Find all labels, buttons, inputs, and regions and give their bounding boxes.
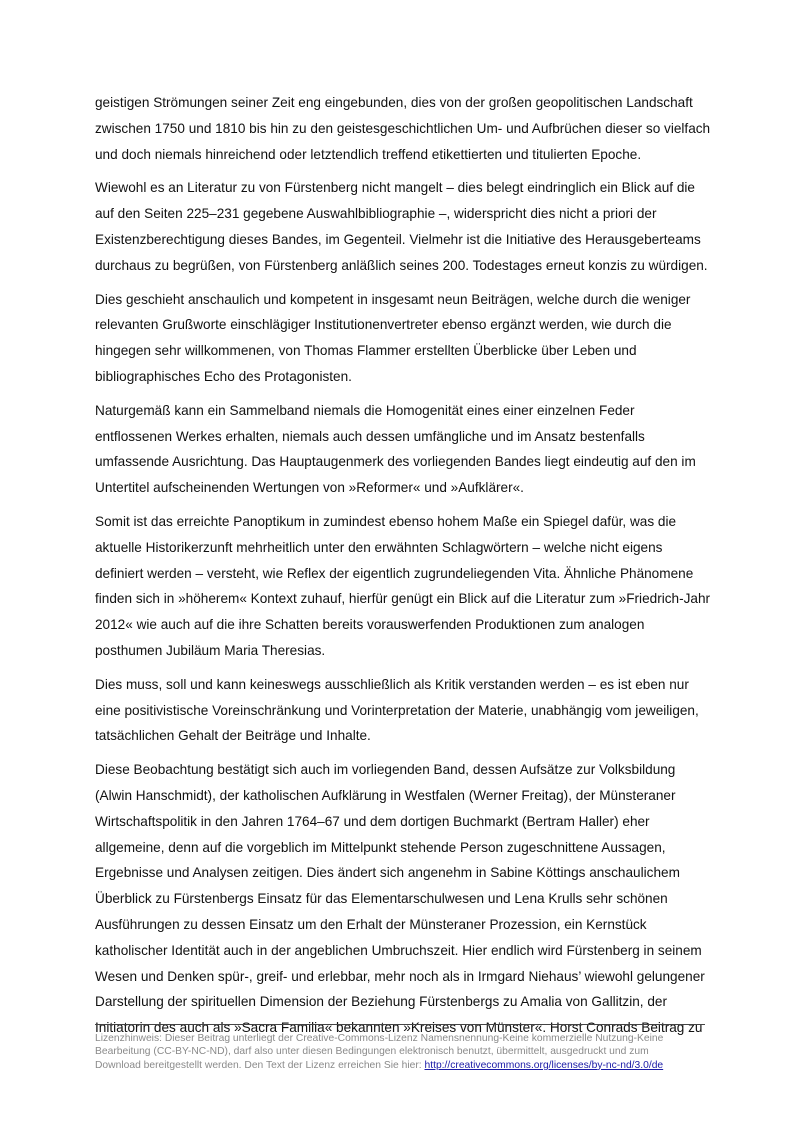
text-line: Ergebnisse und Analysen zeitigen. Dies ändert sich angenehm in Sabine Köttings anschaulichem <box>95 865 680 881</box>
text-line: zwischen 1750 und 1810 bis hin zu den geistesgeschichtlichen Um- und Aufbrüchen dieser so vielfach <box>95 120 711 136</box>
text-line: Dies geschieht anschaulich und kompetent in insgesamt neun Beiträgen, welche durch die weniger <box>95 291 691 307</box>
paragraph <box>95 509 720 664</box>
text-line: Wirtschaftspolitik in den Jahren 1764–67 und dem dortigen Buchmarkt (Bertram Haller) eher <box>95 813 650 829</box>
paragraph <box>95 672 720 749</box>
text-line: entflossenen Werkes erhalten, niemals auch dessen umfängliche und im Ansatz bestenfalls <box>95 428 645 444</box>
license-line: Bearbeitung (CC-BY-NC-ND), darf also unter diesen Bedingungen elektronisch benutzt, übermittelt, ausgedruckt und zum <box>95 1046 649 1058</box>
document-body <box>95 90 720 1049</box>
text-line: Untertitel aufscheinenden Wertungen von »Reformer« und »Aufklärer«. <box>95 480 524 496</box>
paragraph <box>95 757 720 1041</box>
text-line: Diese Beobachtung bestätigt sich auch im vorliegenden Band, dessen Aufsätze zur Volksbildung <box>95 762 676 778</box>
text-line: Dies muss, soll und kann keineswegs ausschließlich als Kritik verstanden werden – es ist eben nur <box>95 676 689 692</box>
license-line <box>95 1059 710 1072</box>
text-line: umfassende Ausrichtung. Das Hauptaugenmerk des vorliegenden Bandes liegt eindeutig auf den im <box>95 454 696 470</box>
text-line: relevanten Grußworte einschlägiger Institutionenvertreter ebenso ergänzt werden, wie durch die <box>95 317 672 333</box>
paragraph <box>95 398 720 501</box>
license-link[interactable]: http://creativecommons.org/licenses/by-nc-nd/3.0/de <box>424 1059 664 1071</box>
text-line: bibliographisches Echo des Protagonisten. <box>95 368 352 384</box>
text-line: tatsächlichen Gehalt der Beiträge und Inhalte. <box>95 728 371 744</box>
license-text: Download bereitgestellt werden. Den Text der Lizenz erreichen Sie hier: <box>95 1059 425 1071</box>
text-line: Existenzberechtigung dieses Bandes, im Gegenteil. Vielmehr ist die Initiative des Herausgeberteams <box>95 231 701 247</box>
text-line: Darstellung der spirituellen Dimension der Beziehung Fürstenbergs zu Amalia von Gallitzin, der <box>95 994 667 1010</box>
text-line: hingegen sehr willkommenen, von Thomas Flammer erstellten Überblicke über Leben und <box>95 343 637 359</box>
text-line: Wesen und Denken spür-, greif- und erlebbar, mehr noch als in Irmgard Niehaus’ wiewohl gelungener <box>95 968 705 984</box>
paragraph <box>95 175 720 278</box>
footer-divider <box>95 1024 705 1025</box>
text-line: Naturgemäß kann ein Sammelband niemals die Homogenität eines einer einzelnen Feder <box>95 402 635 418</box>
text-line: finden sich in »höherem« Kontext zuhauf, hierfür genügt ein Blick auf die Literatur zum »Friedrich-Jahr <box>95 591 711 607</box>
text-line: eine positivistische Voreinschränkung und Vorinterpretation der Materie, unabhängig vom jeweiligen, <box>95 702 699 718</box>
text-line: Somit ist das erreichte Panoptikum in zumindest ebenso hohem Maße ein Spiegel dafür, was die <box>95 513 677 529</box>
license-notice <box>95 1032 710 1072</box>
paragraph <box>95 287 720 390</box>
text-line: Überblick zu Fürstenbergs Einsatz für das Elementarschulwesen und Lena Krulls sehr schönen <box>95 891 668 907</box>
text-line: allgemeine, denn auf die vorgeblich im Mittelpunkt stehende Person zugeschnittene Aussagen, <box>95 839 666 855</box>
text-line: auf den Seiten 225–231 gegebene Auswahlbibliographie –, widerspricht dies nicht a priori der <box>95 206 657 222</box>
text-line: und doch niemals hinreichend oder letztendlich treffend etikettierten und titulierten Epoche. <box>95 146 642 162</box>
text-line: definiert werden – versteht, wie Reflex der eigentlich zugrundeliegenden Vita. Ähnliche Phänomene <box>95 565 694 581</box>
text-line: Ausführungen zu dessen Einsatz um den Erhalt der Münsteraner Prozession, ein Kernstück <box>95 916 647 932</box>
text-line: (Alwin Hanschmidt), der katholischen Aufklärung in Westfalen (Werner Freitag), der Münsteraner <box>95 787 676 803</box>
text-line: 2012« wie auch auf die ihre Schatten bereits vorauswerfenden Produktionen zum analogen <box>95 617 645 633</box>
text-line: katholischer Identität auch in der angeblichen Umbruchszeit. Hier endlich wird Fürstenberg in seinem <box>95 942 702 958</box>
license-line: Lizenzhinweis: Dieser Beitrag unterliegt der Creative-Commons-Lizenz Namensnennung-Keine kommerzielle Nutzung-Keine <box>95 1033 664 1044</box>
text-line: Initiatorin des auch als »Sacra Familia« bekannten »Kreises von Münster«. Horst Conrads Beitrag zu <box>95 1020 703 1036</box>
text-line: durchaus zu begrüßen, von Fürstenberg anläßlich seines 200. Todestages erneut konzis zu würdigen. <box>95 257 708 273</box>
text-line: posthumen Jubiläum Maria Theresias. <box>95 642 326 658</box>
text-line: Wiewohl es an Literatur zu von Fürstenberg nicht mangelt – dies belegt eindringlich ein Blick auf die <box>95 180 695 196</box>
text-line: aktuelle Historikerzunft mehrheitlich unter den erwähnten Schlagwörtern – welche nicht eigens <box>95 539 663 555</box>
text-line: geistigen Strömungen seiner Zeit eng eingebunden, dies von der großen geopolitischen Landschaft <box>95 95 693 110</box>
paragraph <box>95 90 720 167</box>
